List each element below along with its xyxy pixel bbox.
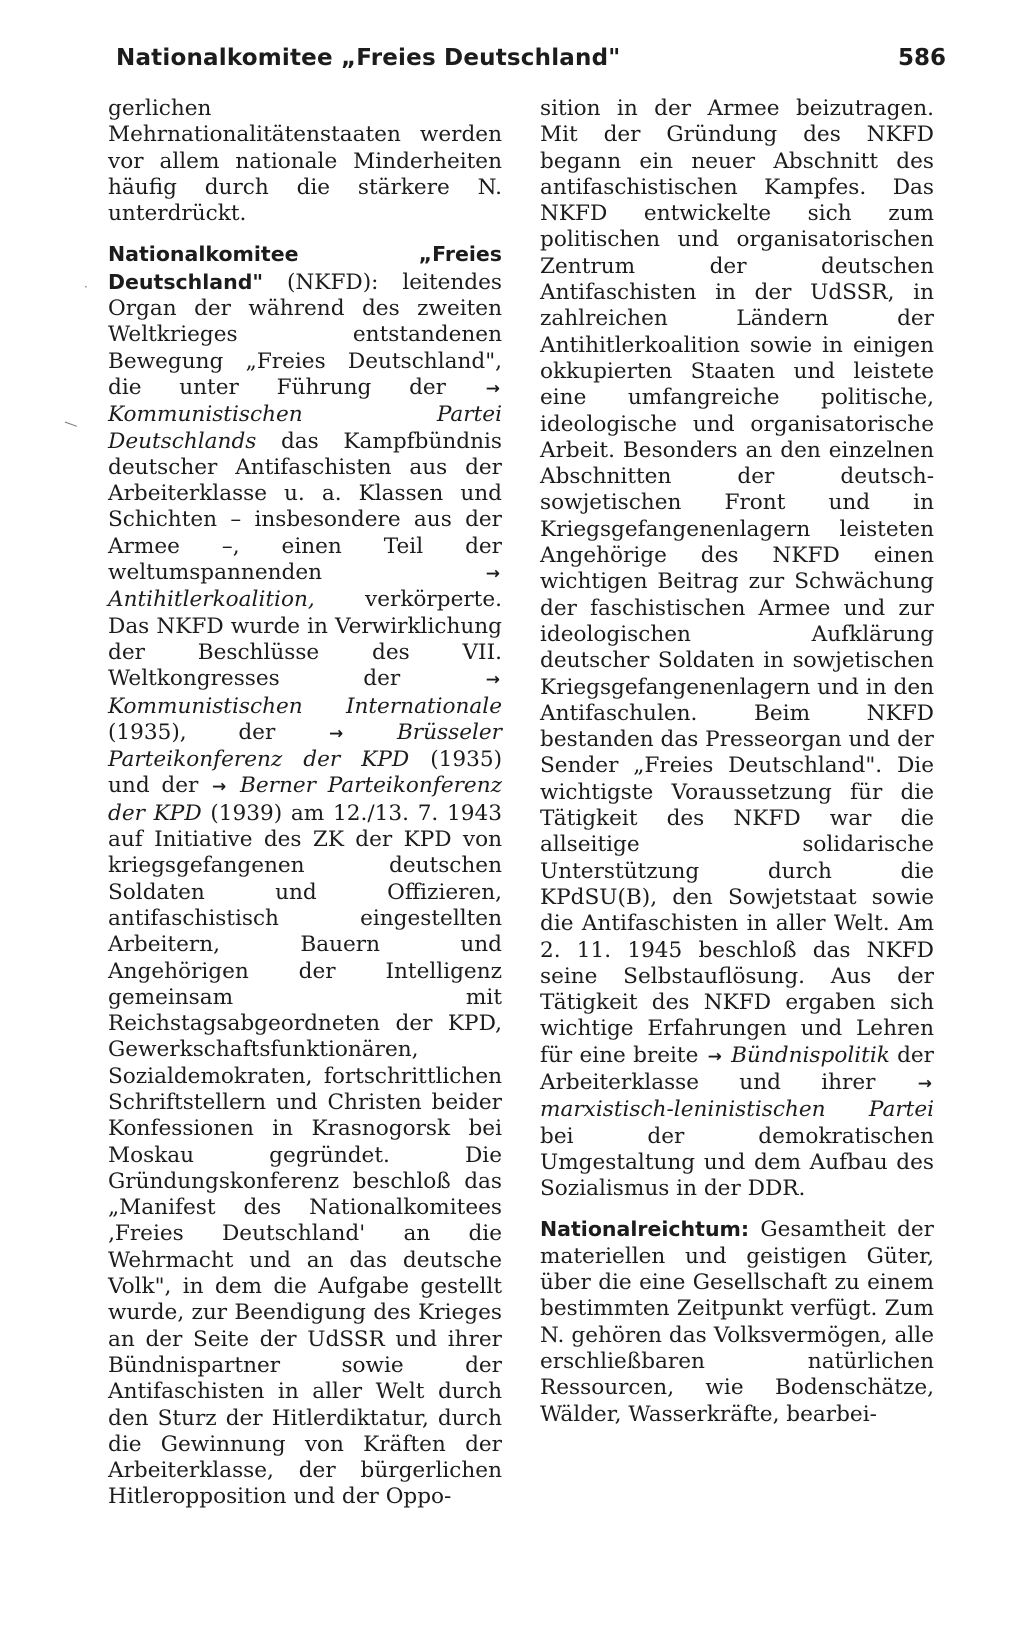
cross-reference-arrow-icon: → [485, 564, 500, 585]
entry-text: (1939) am 12./13. 7. 1943 auf Initiative des ZK der KPD von kriegsgefangenen deutschen Soldaten und Offizieren, antifaschistisch eingestellten Arbeitern, Bauern und Angehörigen der Intelligenz gemeinsam mit Reichstagsabgeordneten der KPD, Gewerkschaftsfunktionären, Sozialdemokraten, fortschrittlichen Schriftstellern und Christen beider Konfessionen in Krasnogorsk bei Moskau gegründet. Die Gründungskonferenz beschloß das „Manifest des Nationalkomitees ‚Freies Deutschland' an die Wehrmacht und an das deutsche Volk", in dem die Aufgabe gestellt wurde, zur Beendigung des Krieges an der Seite der UdSSR und ihrer Bündnispartner sowie der Antifaschisten in aller Welt durch den Sturz der Hitlerdiktatur, durch die Gewinnung von Kräften der Arbeiterklasse, der bürgerlichen Hitleropposition und der Oppo- [108, 800, 502, 1510]
header-title: Nationalkomitee „Freies Deutschland" [116, 45, 621, 71]
cross-reference-arrow-icon: → [707, 1046, 722, 1067]
cross-reference: Kommunistischen Internationale [108, 693, 502, 719]
entry-text: (1935), der [108, 719, 327, 745]
entry-nationalreichtum [540, 1216, 934, 1427]
cross-reference: Kommunistischen Partei Deutschlands [108, 402, 502, 454]
entry-text: (NKFD): leitendes Organ der während des zweiten Weltkrieges entstandenen Bewegung „Freies Deutschland", die unter Führung der [108, 269, 502, 400]
right-column [540, 96, 934, 1428]
cross-reference-arrow-icon: → [328, 723, 344, 744]
running-header [116, 38, 946, 78]
cross-reference-arrow-icon: → [485, 378, 500, 399]
cross-reference: Bündnispolitik [731, 1042, 890, 1068]
continuation-paragraph: gerlichen Mehrnationalitätenstaaten werden vor allem nationale Minderheiten häufig durch die stärkere N. unterdrückt. [108, 96, 502, 227]
page-number: 586 [897, 45, 946, 71]
entry-text: verkörperte. Das NKFD wurde in Verwirklichung der Beschlüsse des VII. Weltkongresses der [108, 587, 502, 692]
cross-reference-arrow-icon: → [212, 777, 227, 798]
cross-reference: Berner Parteikonferenz der KPD [108, 773, 502, 826]
scan-speck: · [84, 280, 88, 294]
entry-lemma: Nationalreichtum: [540, 1217, 750, 1242]
entry-text: sition in der Armee beizutragen. Mit der Gründung des NKFD begann ein neuer Abschnitt des antifaschistischen Kampfes. Das NKFD entwickelte sich zum politischen und organisatorischen Zentrum der deutschen Antifaschisten in der UdSSR, in zahlreichen Ländern der Antihitlerkoalition sowie in einigen okkupierten Staaten und leistete eine umfangreiche politische, ideologische und organisatorische Arbeit. Besonders an den einzelnen Abschnitten der deutsch-sowjetischen Front und in Kriegsgefangenenlagern leisteten Angehörige des NKFD einen wichtigen Beitrag zur Schwächung der faschistischen Armee und zur ideologischen Aufklärung deutscher Soldaten in sowjetischen Kriegsgefangenenlagern und in den Antifaschulen. Beim NKFD bestanden das Presseorgan und der Sender „Freies Deutschland". Die wichtigste Voraussetzung für die Tätigkeit des NKFD war die allseitige solidarische Unterstützung durch die KPdSU(B), den Sowjetstaat sowie die Antifaschisten in aller Welt. Am 2. 11. 1945 beschloß das NKFD seine Selbstauflösung. Aus der Tätigkeit des NKFD ergaben sich wichtige Erfahrungen und Lehren für eine breite [540, 96, 934, 1068]
entry-text: Gesamtheit der materiellen und geistigen Güter, über die eine Gesellschaft zu einem bestimmten Zeitpunkt verfügt. Zum N. gehören das Volksvermögen, alle erschließbaren natürlichen Ressourcen, wie Bodenschätze, Wälder, Wasserkräfte, bearbei- [540, 1217, 934, 1427]
left-column [108, 96, 502, 1511]
cross-reference: Antihitlerkoalition, [108, 587, 315, 613]
entry-text: bei der demokratischen Umgestaltung und dem Aufbau des Sozialismus in der DDR. [540, 1123, 934, 1202]
entry-text: der Arbeiterklasse und ihrer [540, 1042, 934, 1095]
entry-text: das Kampfbündnis deutscher Antifaschisten aus der Arbeiterklasse u. a. Klassen und Schichten – insbesondere aus der Armee –, einen Teil der weltumspannenden [108, 428, 502, 586]
entry-nationalkomitee [108, 241, 502, 1510]
continuation-paragraph [540, 96, 934, 1202]
cross-reference: marxistisch-leninistischen Partei [540, 1097, 934, 1123]
cross-reference: Brüsseler Parteikonferenz der KPD [108, 719, 502, 773]
cross-reference-arrow-icon: → [485, 670, 500, 691]
entry-text: (1935) und der [108, 747, 502, 799]
entry-lemma: Nationalkomitee „Freies Deutschland" [108, 242, 502, 294]
cross-reference-arrow-icon: → [917, 1073, 932, 1094]
scan-speck: — [61, 414, 81, 434]
